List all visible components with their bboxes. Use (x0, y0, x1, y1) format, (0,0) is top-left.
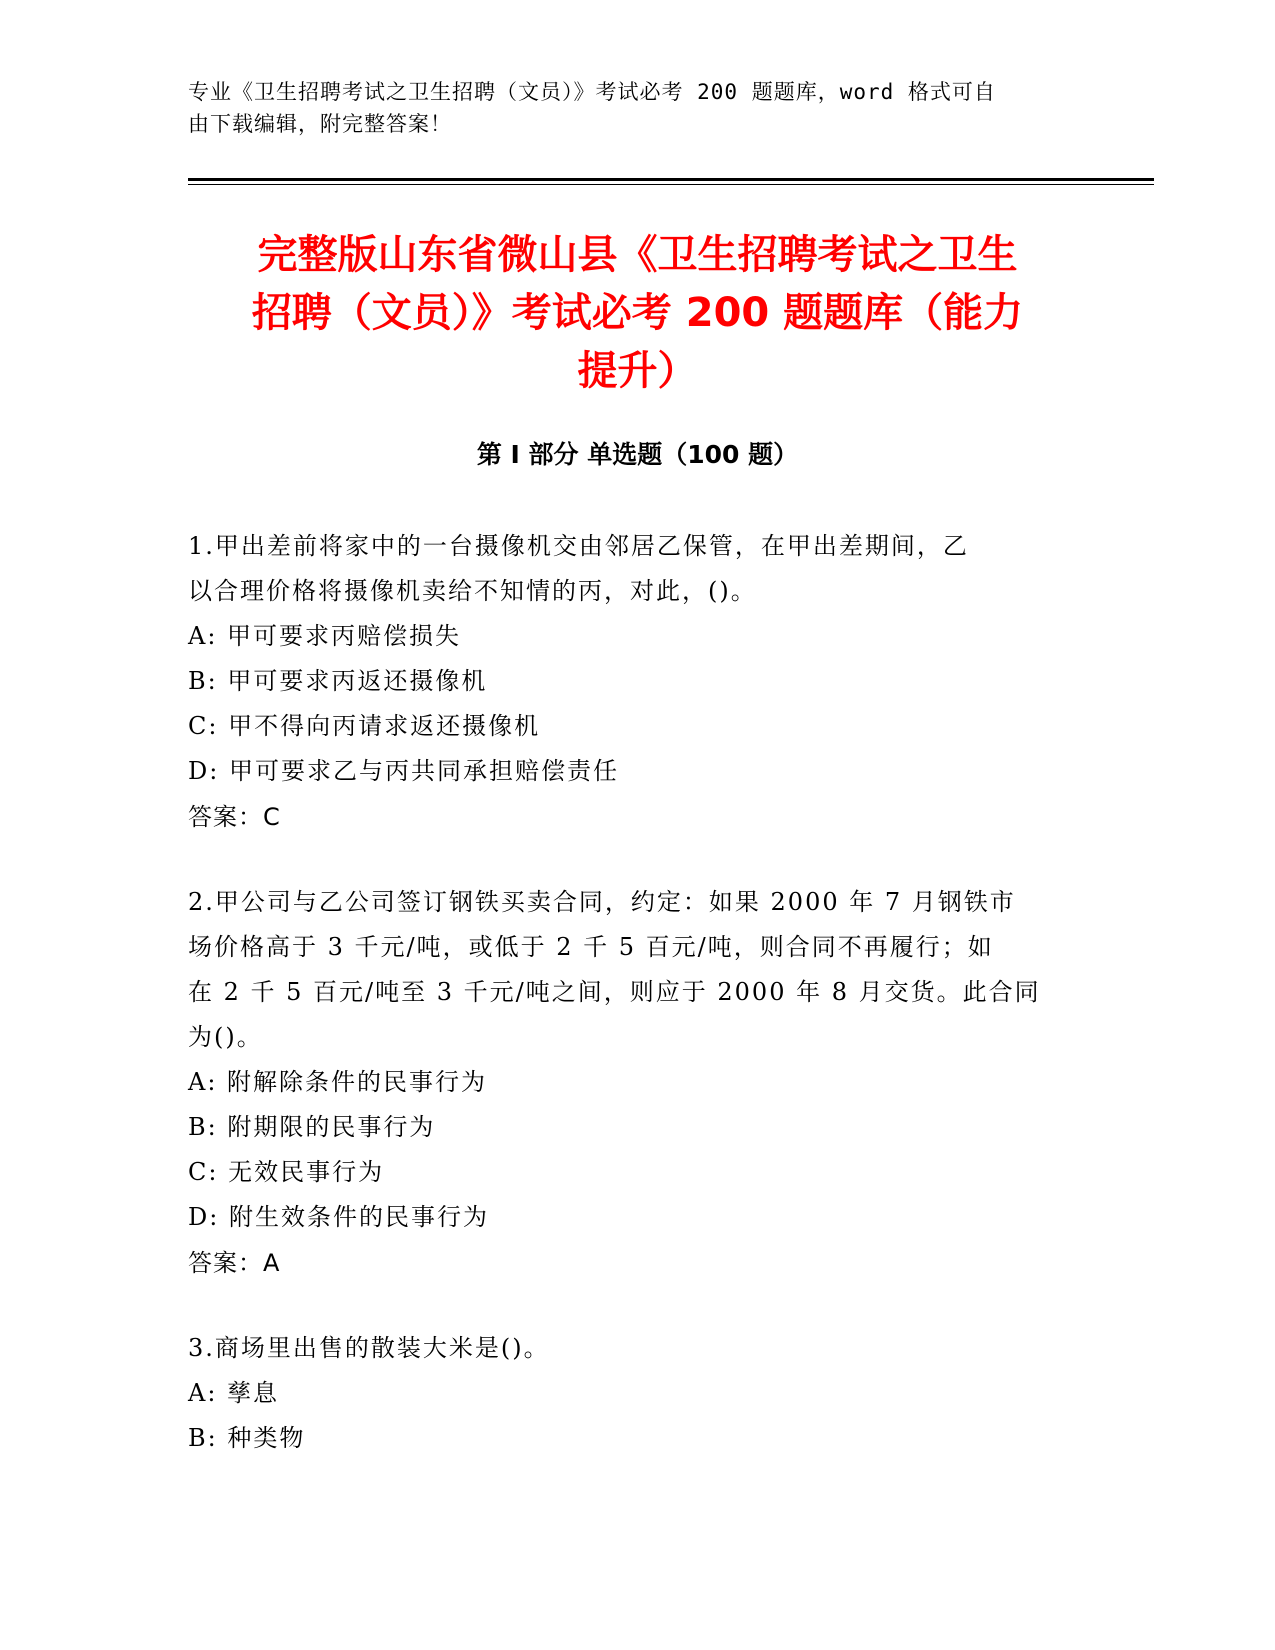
option-d: D: 附生效条件的民事行为 (188, 1203, 489, 1231)
option-b: B: 附期限的民事行为 (188, 1113, 436, 1141)
question-stem: 2.甲公司与乙公司签订钢铁买卖合同，约定：如果 2000 年 7 月钢铁市 (188, 888, 1016, 916)
document-title (140, 226, 1135, 400)
answer: 答案：C (188, 803, 281, 831)
question-stem: 为()。 (188, 1023, 263, 1051)
question-stem: 以合理价格将摄像机卖给不知情的丙，对此，()。 (188, 577, 757, 605)
header-note-line: 由下载编辑，附完整答案！ (188, 112, 452, 136)
option-c: C: 甲不得向丙请求返还摄像机 (188, 712, 541, 740)
question-stem: 在 2 千 5 百元/吨至 3 千元/吨之间，则应于 2000 年 8 月交货。此合同 (188, 978, 1041, 1006)
question-item (188, 1326, 1088, 1461)
section-title: 第 I 部分 单选题（100 题） (476, 440, 799, 469)
option-b: B: 种类物 (188, 1424, 306, 1452)
answer: 答案：A (188, 1249, 281, 1277)
title-line: 招聘（文员）》考试必考 200 题题库（能力 (251, 290, 1024, 336)
question-stem: 1.甲出差前将家中的一台摄像机交由邻居乙保管，在甲出差期间，乙 (188, 532, 969, 560)
question-list (188, 524, 1088, 1501)
option-a: A: 孳息 (188, 1379, 280, 1407)
header-note (188, 76, 1088, 140)
question-item (188, 524, 1088, 840)
question-item (188, 880, 1088, 1286)
title-line: 完整版山东省微山县《卫生招聘考试之卫生 (257, 232, 1018, 278)
option-b: B: 甲可要求丙返还摄像机 (188, 667, 488, 695)
divider-thick (188, 178, 1154, 181)
question-stem: 3.商场里出售的散装大米是()。 (188, 1334, 550, 1362)
option-c: C: 无效民事行为 (188, 1158, 385, 1186)
option-a: A: 甲可要求丙赔偿损失 (188, 622, 462, 650)
option-a: A: 附解除条件的民事行为 (188, 1068, 488, 1096)
option-d: D: 甲可要求乙与丙共同承担赔偿责任 (188, 757, 619, 785)
divider-thin (188, 184, 1154, 185)
title-line: 提升） (577, 348, 698, 394)
question-stem: 场价格高于 3 千元/吨，或低于 2 千 5 百元/吨，则合同不再履行；如 (188, 933, 994, 961)
header-note-line: 专业《卫生招聘考试之卫生招聘（文员）》考试必考 200 题题库，word 格式可自 (188, 80, 996, 104)
